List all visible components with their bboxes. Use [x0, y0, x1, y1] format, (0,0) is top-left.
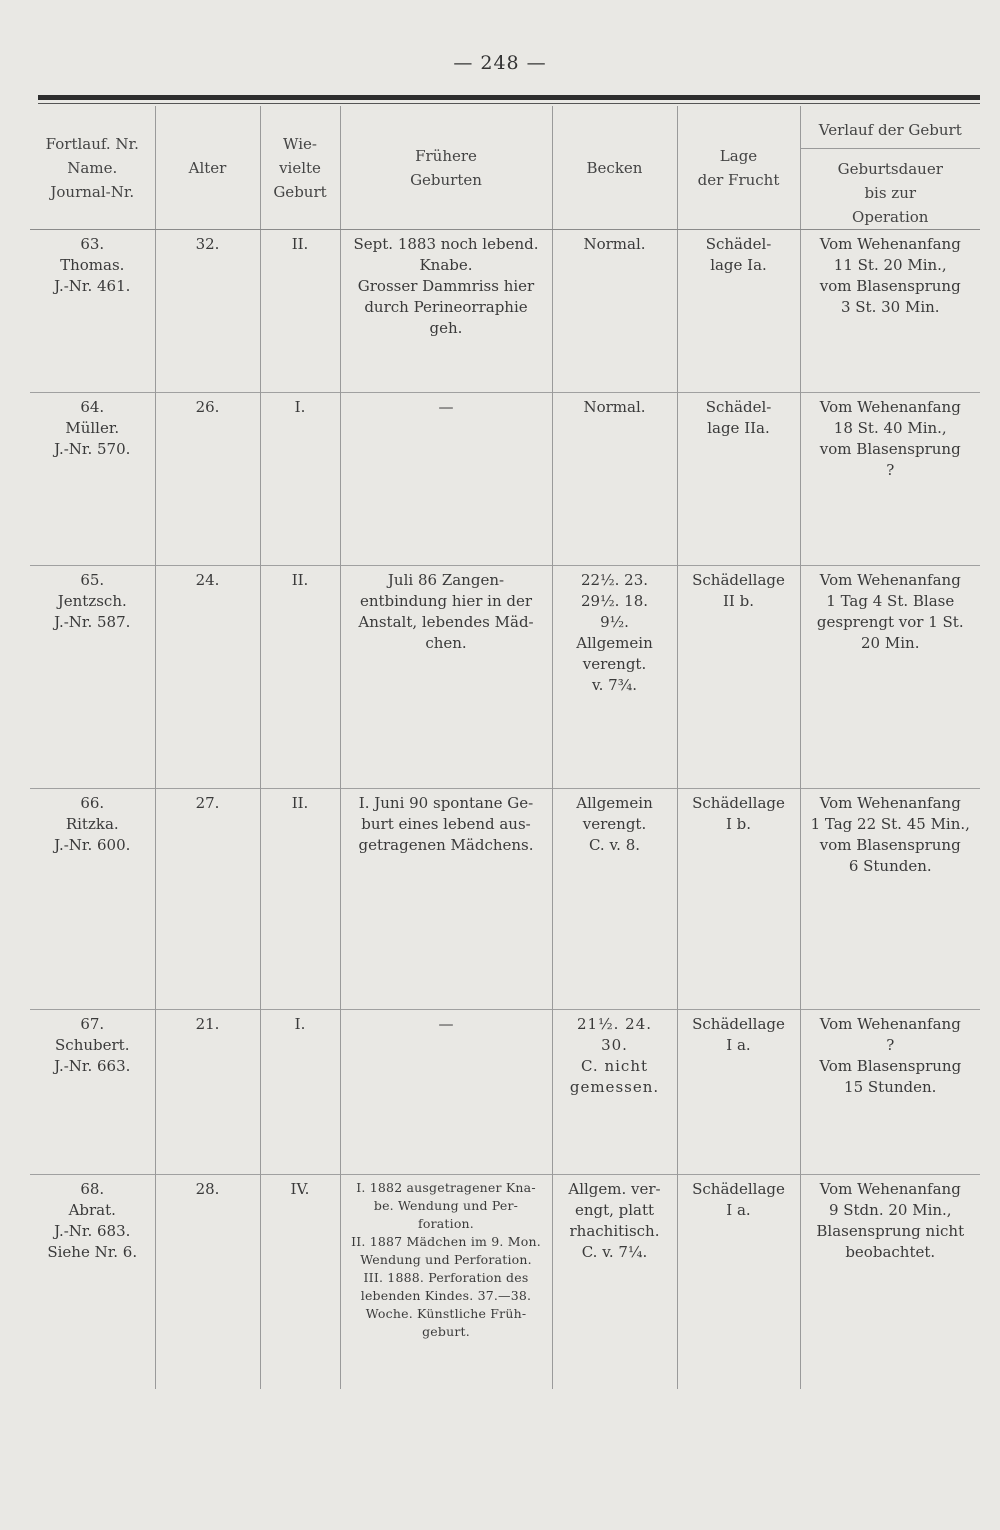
cell-dauer-line: Vom Wehenanfang [819, 1180, 961, 1198]
cell-dauer-line: vom Blasensprung [819, 277, 961, 295]
cell-id-line: Siehe Nr. 6. [47, 1243, 138, 1261]
cell-lage-line: I a. [726, 1036, 751, 1054]
cell-fruehere-line: Anstalt, lebendes Mäd- [358, 613, 534, 631]
header-verlauf-title: Verlauf der Geburt [801, 106, 981, 149]
cell-fruehere [340, 789, 552, 1010]
cell-id-line: Ritzka. [65, 815, 119, 833]
cell-dauer [800, 789, 980, 1010]
cell-alter [155, 566, 260, 789]
cell-geburt [260, 1175, 340, 1390]
cell-id [30, 1010, 155, 1175]
header-geburt: Wie- vielte Geburt [260, 106, 340, 230]
cell-dauer-line: Vom Blasensprung [819, 1057, 962, 1075]
cell-fruehere-line: Sept. 1883 noch lebend. [353, 235, 539, 253]
cell-id [30, 393, 155, 566]
cell-becken [552, 1010, 677, 1175]
cell-id [30, 789, 155, 1010]
cell-becken-line: verengt. [582, 655, 647, 673]
cell-alter-value: 21. [195, 1015, 220, 1033]
cell-becken-line: C. v. 8. [588, 836, 641, 854]
cell-geburt [260, 393, 340, 566]
cell-id-line: Abrat. [68, 1201, 116, 1219]
cell-alter [155, 393, 260, 566]
cell-id-line: Schubert. [55, 1036, 130, 1054]
cell-becken-line: Normal. [583, 235, 646, 253]
cell-lage-line: lage Ia. [710, 256, 767, 274]
cell-dauer-line: beobachtet. [845, 1243, 936, 1261]
cell-id [30, 566, 155, 789]
cell-becken-line: 9½. [600, 613, 629, 631]
cell-dauer-line: 1 Tag 22 St. 45 Min., [810, 815, 970, 833]
cell-becken-line: 21½. 24. [576, 1015, 653, 1033]
cell-id-line: J.-Nr. 587. [54, 613, 131, 631]
cell-dauer-line: vom Blasensprung [819, 836, 961, 854]
cell-fruehere-line: Grosser Dammriss hier [357, 277, 535, 295]
cell-dauer-line: 3 St. 30 Min. [840, 298, 940, 316]
cell-becken-line: v. 7¾. [591, 676, 638, 694]
cell-dauer-line: vom Blasensprung [819, 440, 961, 458]
cell-geburt-value: II. [291, 571, 309, 589]
cell-fruehere [340, 393, 552, 566]
cell-becken-line: C. v. 7¼. [581, 1243, 648, 1261]
cell-lage-line: I a. [726, 1201, 751, 1219]
cell-fruehere-line: geh. [429, 319, 463, 337]
cell-fruehere-line: durch Perineorraphie [364, 298, 528, 316]
cell-fruehere [340, 230, 552, 393]
cell-becken-line: rhachitisch. [569, 1222, 660, 1240]
cell-fruehere-line: lebenden Kindes. 37.—38. [360, 1288, 532, 1303]
page-number: — 248 — [453, 52, 547, 74]
cell-id-line: 68. [80, 1180, 105, 1198]
cell-fruehere-line: I. Juni 90 spontane Ge- [358, 794, 534, 812]
cell-fruehere-line: Woche. Künstliche Früh- [365, 1306, 527, 1321]
header-rule-thin [38, 103, 980, 104]
cell-fruehere [340, 1175, 552, 1390]
cell-alter [155, 1175, 260, 1390]
cell-fruehere-line: entbindung hier in der [359, 592, 533, 610]
cell-dauer-line: Vom Wehenanfang [819, 1015, 961, 1033]
cell-dauer-line: 20 Min. [861, 634, 920, 652]
cell-id-line: 64. [80, 398, 105, 416]
cell-geburt [260, 230, 340, 393]
cell-id [30, 1175, 155, 1390]
cell-lage [677, 1175, 800, 1390]
birth-records-table [30, 106, 980, 1389]
cell-lage-line: Schädellage [692, 571, 785, 589]
table-row [30, 566, 980, 789]
table-header-row [30, 106, 980, 230]
cell-alter [155, 230, 260, 393]
cell-lage [677, 1010, 800, 1175]
cell-dauer [800, 1010, 980, 1175]
cell-becken [552, 393, 677, 566]
cell-fruehere-line: III. 1888. Perforation des [363, 1270, 529, 1285]
cell-lage-line: Schädellage [692, 1015, 785, 1033]
header-geburtsdauer: Geburtsdauer bis zur Operation [837, 160, 943, 226]
cell-geburt-value: IV. [290, 1180, 310, 1198]
cell-id-line: J.-Nr. 663. [54, 1057, 131, 1075]
cell-dauer-line: gesprengt vor 1 St. [816, 613, 964, 631]
cell-id-line: 63. [80, 235, 105, 253]
cell-fruehere-line: foration. [418, 1216, 474, 1231]
cell-alter [155, 1010, 260, 1175]
cell-dauer-line: 15 Stunden. [844, 1078, 937, 1096]
cell-dauer-line: Blasensprung nicht [816, 1222, 965, 1240]
header-alter: Alter [155, 106, 260, 230]
cell-id-line: 65. [80, 571, 105, 589]
cell-lage [677, 789, 800, 1010]
cell-id-line: J.-Nr. 600. [54, 836, 131, 854]
cell-fruehere-line: burt eines lebend aus- [361, 815, 531, 833]
cell-id-line: J.-Nr. 683. [54, 1222, 131, 1240]
cell-becken-line: 22½. 23. [580, 571, 649, 589]
cell-alter [155, 789, 260, 1010]
cell-fruehere-line: chen. [425, 634, 467, 652]
cell-fruehere-line: geburt. [422, 1324, 470, 1339]
cell-becken-line: 29½. 18. [580, 592, 649, 610]
table-row [30, 1010, 980, 1175]
cell-alter-value: 26. [195, 398, 220, 416]
cell-becken-line: Allgemein [576, 634, 653, 652]
cell-dauer [800, 393, 980, 566]
cell-dauer-line: 1 Tag 4 St. Blase [826, 592, 955, 610]
header-fruehere: Frühere Geburten [340, 106, 552, 230]
cell-id-line: Müller. [65, 419, 120, 437]
cell-dauer-line: ? [886, 1036, 895, 1054]
cell-lage-line: Schädellage [692, 1180, 785, 1198]
cell-id-line: Thomas. [60, 256, 125, 274]
cell-becken-line: Allgem. ver- [568, 1180, 661, 1198]
table-row [30, 1175, 980, 1390]
cell-geburt [260, 566, 340, 789]
cell-dauer-line: Vom Wehenanfang [819, 398, 961, 416]
cell-fruehere-line: II. 1887 Mädchen im 9. Mon. [351, 1234, 541, 1249]
cell-id-line: J.-Nr. 461. [54, 277, 131, 295]
cell-geburt-value: II. [291, 235, 309, 253]
cell-becken-line: Normal. [583, 398, 646, 416]
cell-geburt-value: I. [294, 1015, 306, 1033]
cell-lage [677, 230, 800, 393]
cell-lage [677, 566, 800, 789]
cell-fruehere-line: Wendung und Perforation. [360, 1252, 532, 1267]
cell-dauer-line: Vom Wehenanfang [819, 571, 961, 589]
cell-becken-line: gemessen. [569, 1078, 660, 1096]
cell-fruehere [340, 566, 552, 789]
cell-dauer-line: 6 Stunden. [848, 857, 932, 875]
cell-dauer [800, 566, 980, 789]
cell-geburt-value: I. [294, 398, 306, 416]
cell-fruehere-line: — [438, 1015, 454, 1033]
cell-becken-line: verengt. [582, 815, 647, 833]
cell-lage-line: Schädel- [705, 235, 772, 253]
cell-geburt [260, 1010, 340, 1175]
cell-dauer [800, 1175, 980, 1390]
cell-lage-line: Schädel- [705, 398, 772, 416]
cell-fruehere-line: Juli 86 Zangen- [387, 571, 505, 589]
cell-becken-line: 30. [601, 1036, 628, 1054]
cell-alter-value: 28. [195, 1180, 220, 1198]
cell-fruehere [340, 1010, 552, 1175]
cell-fruehere-line: getragenen Mädchens. [358, 836, 534, 854]
cell-becken [552, 1175, 677, 1390]
cell-alter-value: 24. [195, 571, 220, 589]
cell-becken [552, 230, 677, 393]
header-rule [38, 95, 980, 100]
cell-dauer-line: Vom Wehenanfang [819, 794, 961, 812]
cell-dauer-line: 18 St. 40 Min., [833, 419, 947, 437]
cell-dauer [800, 230, 980, 393]
cell-lage-line: lage IIa. [707, 419, 770, 437]
cell-lage [677, 393, 800, 566]
cell-becken-line: engt, platt [574, 1201, 655, 1219]
header-lage: Lage der Frucht [677, 106, 800, 230]
cell-becken [552, 789, 677, 1010]
table-row [30, 789, 980, 1010]
cell-id-line: 66. [80, 794, 105, 812]
cell-fruehere-line: Knabe. [419, 256, 473, 274]
cell-id-line: Jentzsch. [57, 592, 127, 610]
header-id: Fortlauf. Nr. Name. Journal-Nr. [30, 106, 155, 230]
cell-fruehere-line: be. Wendung und Per- [373, 1198, 519, 1213]
cell-becken-line: Allgemein [576, 794, 653, 812]
cell-lage-line: Schädellage [692, 794, 785, 812]
cell-becken [552, 566, 677, 789]
table-row [30, 393, 980, 566]
cell-id [30, 230, 155, 393]
cell-alter-value: 27. [195, 794, 220, 812]
cell-dauer-line: Vom Wehenanfang [819, 235, 961, 253]
cell-dauer-line: 9 Stdn. 20 Min., [828, 1201, 952, 1219]
cell-dauer-line: ? [886, 461, 895, 479]
cell-becken-line: C. nicht [580, 1057, 649, 1075]
table-row [30, 230, 980, 393]
cell-id-line: J.-Nr. 570. [54, 440, 131, 458]
cell-lage-line: I b. [725, 815, 752, 833]
cell-alter-value: 32. [195, 235, 220, 253]
cell-dauer-line: 11 St. 20 Min., [833, 256, 947, 274]
header-verlauf [800, 106, 980, 230]
header-becken: Becken [552, 106, 677, 230]
cell-id-line: 67. [80, 1015, 105, 1033]
cell-lage-line: II b. [723, 592, 754, 610]
cell-fruehere-line: I. 1882 ausgetragener Kna- [356, 1180, 536, 1195]
cell-fruehere-line: — [438, 398, 454, 416]
cell-geburt [260, 789, 340, 1010]
cell-geburt-value: II. [291, 794, 309, 812]
